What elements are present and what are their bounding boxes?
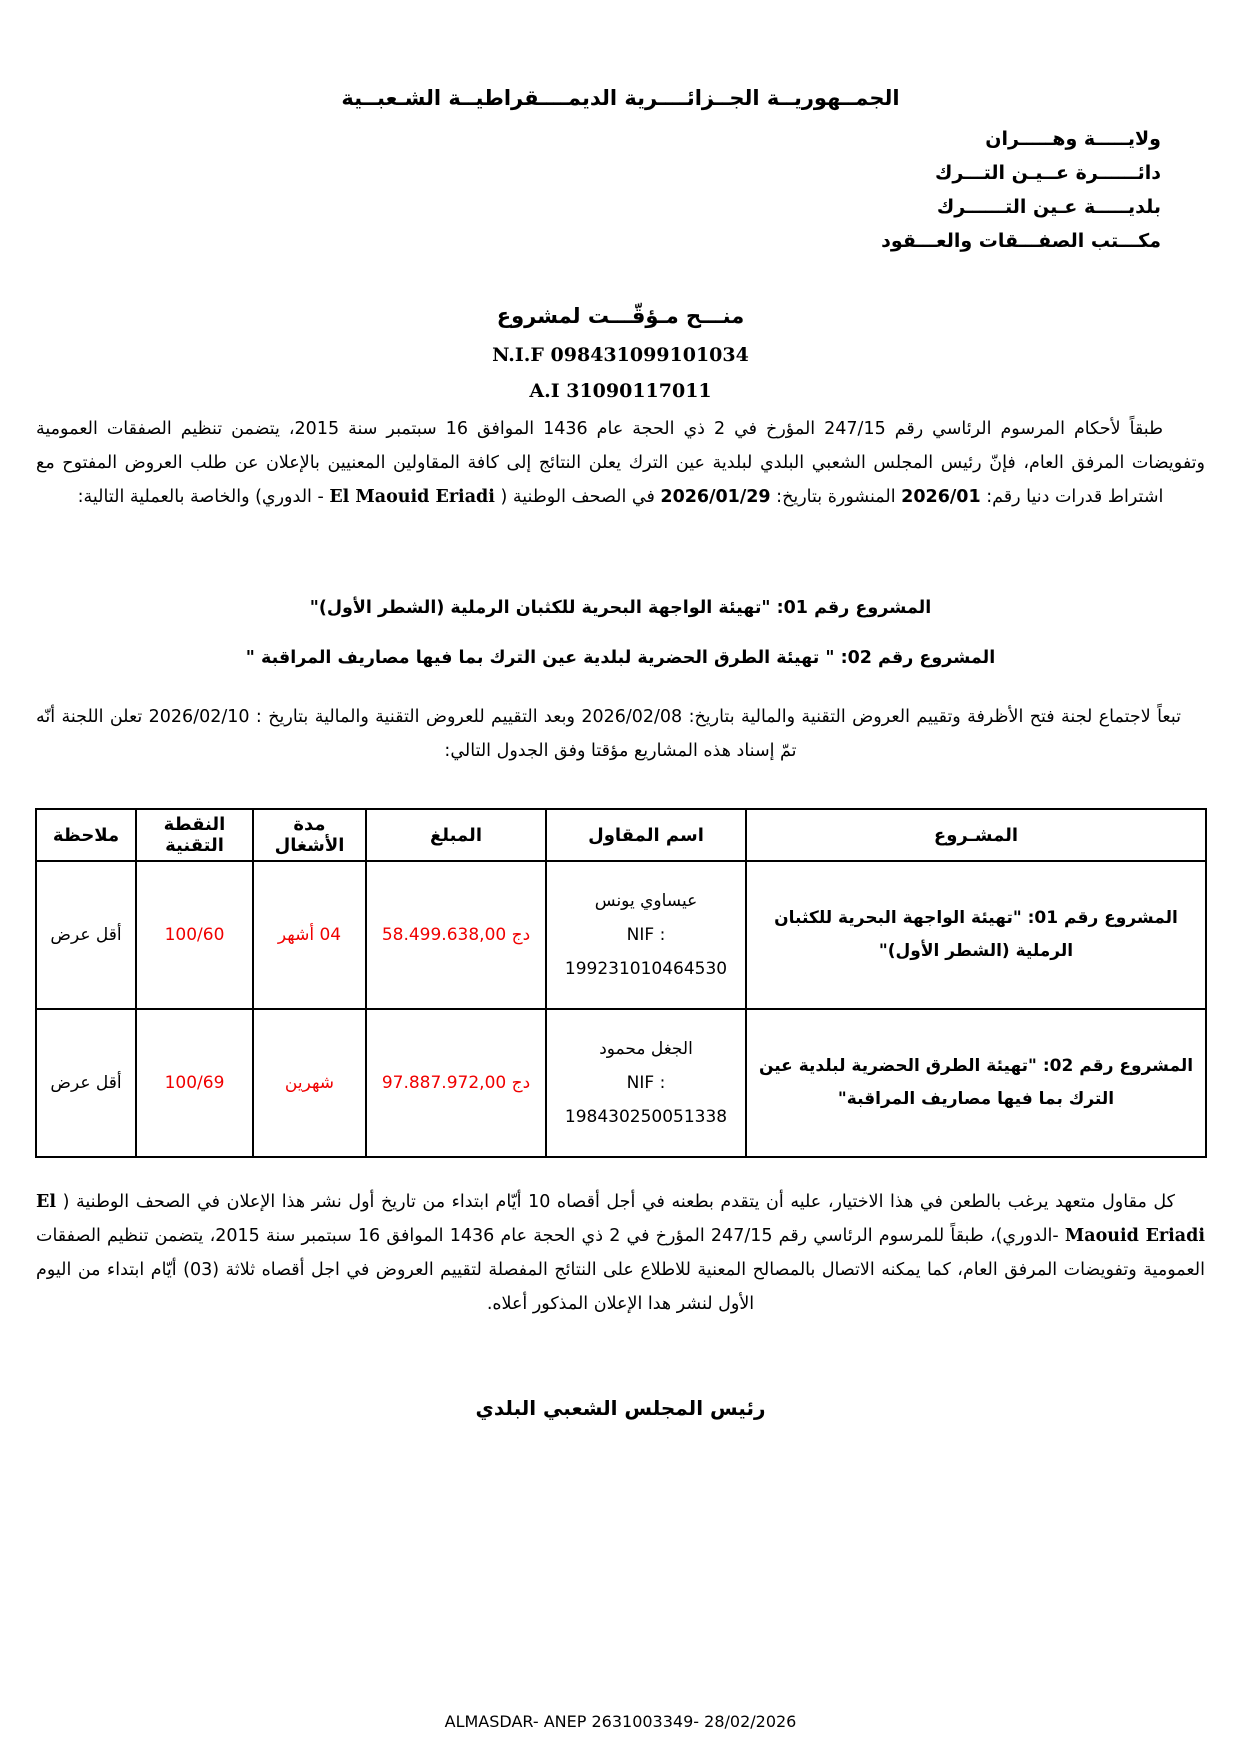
col-header-note: ملاحظة xyxy=(36,809,136,861)
results-table xyxy=(35,808,1207,1158)
col-header-project: المشـروع xyxy=(746,809,1206,861)
tech-score-1-cell: 100/60 xyxy=(136,861,253,1009)
col-header-tech-score: النقطة التقنية xyxy=(136,809,253,861)
contractor-2-nif-label: NIF : xyxy=(626,1073,666,1093)
appeal-text-2: -الدوري)، طبقاً للمرسوم الرئاسي رقم 247/15 المؤرخ في 2 ذي الحجة عام 1436 الموافق 16 سبتمبر سنة 2015، يتضمن تنظيم الصفقات العمومية وتفويضات المرفق العام، كما يمكنه الاتصال بالمصالح المعنية للاطلاع على النتائج المفصلة لتقييم العروض في اجل أقصاه ثلاثة (03) أيّام ابتداء من اليوم الأول لنشر هدا الإعلان المذكور أعلاه. xyxy=(36,1226,1205,1314)
intro-text-1: طبقاً لأحكام المرسوم الرئاسي رقم 247/15 المؤرخ في 2 ذي الحجة عام 1436 الموافق 16 سبتمبر سنة 2015، يتضمن تنظيم الصفقات العمومية وتفويضات المرفق العام، فإنّ رئيس المجلس الشعبي البلدي لبلدية عين الترك يعلن النتائج إلى كافة المقاولين المعنيين بالإعلان عن طلب العروض المفتوح مع اشتراط قدرات دنيا رقم: xyxy=(36,419,1205,507)
contractor-2-name: الجغل محمود xyxy=(599,1039,693,1059)
contractor-1-nif-label: NIF : xyxy=(626,925,666,945)
intro-text-2: المنشورة بتاريخ: xyxy=(770,487,902,507)
committee-paragraph: تبعاً لاجتماع لجنة فتح الأظرفة وتقييم العروض التقنية والمالية بتاريخ: 2026/02/08 وبعد التقييم للعروض التقنية والمالية بتاريخ : 2026/02/10 تعلن اللجنة أنّه تمّ إسناد هذه المشاريع مؤقتا وفق الجدول التالي: xyxy=(36,707,1181,761)
table-row-project-2 xyxy=(36,1009,1206,1157)
footer-reference: ALMASDAR- ANEP 2631003349- 28/02/2026 xyxy=(444,1712,797,1731)
duration-2-cell: شهرين xyxy=(253,1009,366,1157)
table-header-row xyxy=(36,809,1206,861)
amount-1-cell: 58.499.638,00 دج xyxy=(366,861,546,1009)
nif-line: N.I.F 098431099101034 xyxy=(492,344,749,366)
ai-line: A.I 31090117011 xyxy=(529,380,712,402)
note-1-cell: أقل عرض xyxy=(36,861,136,1009)
table-row-project-1 xyxy=(36,861,1206,1009)
document-title: منـــح مـؤقّـــت لمشروع xyxy=(496,304,745,328)
note-2-cell: أقل عرض xyxy=(36,1009,136,1157)
contractor-2-nif-value: 198430250051338 xyxy=(564,1107,728,1127)
contractor-1-name: عيساوي يونس xyxy=(594,891,698,911)
intro-paragraph xyxy=(36,412,1205,514)
project-1-cell: المشروع رقم 01: "تهيئة الواجهة البحرية للكثبان الرملية (الشطر الأول)" xyxy=(746,861,1206,1009)
project-1-title: المشروع رقم 01: "تهيئة الواجهة البحرية للكثبان الرملية (الشطر الأول)" xyxy=(309,598,932,618)
contractor-2-cell xyxy=(546,1009,746,1157)
authority-line-office: مكـــتب الصفـــقات والعـــقود xyxy=(881,230,1161,252)
appeal-paragraph xyxy=(36,1185,1205,1321)
contractor-1-nif-value: 199231010464530 xyxy=(564,959,728,979)
publication-date: 2026/01/29 xyxy=(660,487,771,507)
authority-line-daira: دائــــــرة عــيـن التـــرك xyxy=(934,162,1161,184)
amount-2-cell: 97.887.972,00 دج xyxy=(366,1009,546,1157)
authority-line-wilaya: ولايـــــة وهـــــران xyxy=(985,128,1161,150)
intro-text-4: - الدوري) والخاصة بالعملية التالية: xyxy=(77,487,330,507)
col-header-duration: مدة الأشغال xyxy=(253,809,366,861)
col-header-contractor: اسم المقاول xyxy=(546,809,746,861)
appeal-text-1: كل مقاول متعهد يرغب بالطعن في هذا الاختيار، عليه أن يتقدم بطعنه في أجل أقصاه 10 أيّام ابتداء من تاريخ أول نشر هذا الإعلان في الصحف الوطنية ( xyxy=(56,1192,1175,1212)
signature-title: رئيس المجلس الشعبي البلدي xyxy=(475,1396,766,1420)
project-2-title: المشروع رقم 02: " تهيئة الطرق الحضرية لبلدية عين الترك بما فيها مصاريف المراقبة " xyxy=(245,648,996,668)
newspaper-name: El Maouid Eriadi xyxy=(329,487,495,507)
tech-score-2-cell: 100/69 xyxy=(136,1009,253,1157)
authority-block xyxy=(881,122,1161,258)
project-2-cell: المشروع رقم 02: "تهيئة الطرق الحضرية لبلدية عين الترك بما فيها مصاريف المراقبة" xyxy=(746,1009,1206,1157)
col-header-amount: المبلغ xyxy=(366,809,546,861)
appeal-newspaper-name: El Maouid Eriadi xyxy=(36,1192,1206,1246)
intro-text-3: في الصحف الوطنية ( xyxy=(494,487,661,507)
contractor-1-cell xyxy=(546,861,746,1009)
republic-header: الجمــهوريــة الجــزائــــرية الديمــــقراطيــة الشـعبــية xyxy=(341,86,900,110)
duration-1-cell: 04 أشهر xyxy=(253,861,366,1009)
authority-line-commune: بلديـــــة عـين التــــــرك xyxy=(936,196,1161,218)
tender-number: 2026/01 xyxy=(901,487,981,507)
